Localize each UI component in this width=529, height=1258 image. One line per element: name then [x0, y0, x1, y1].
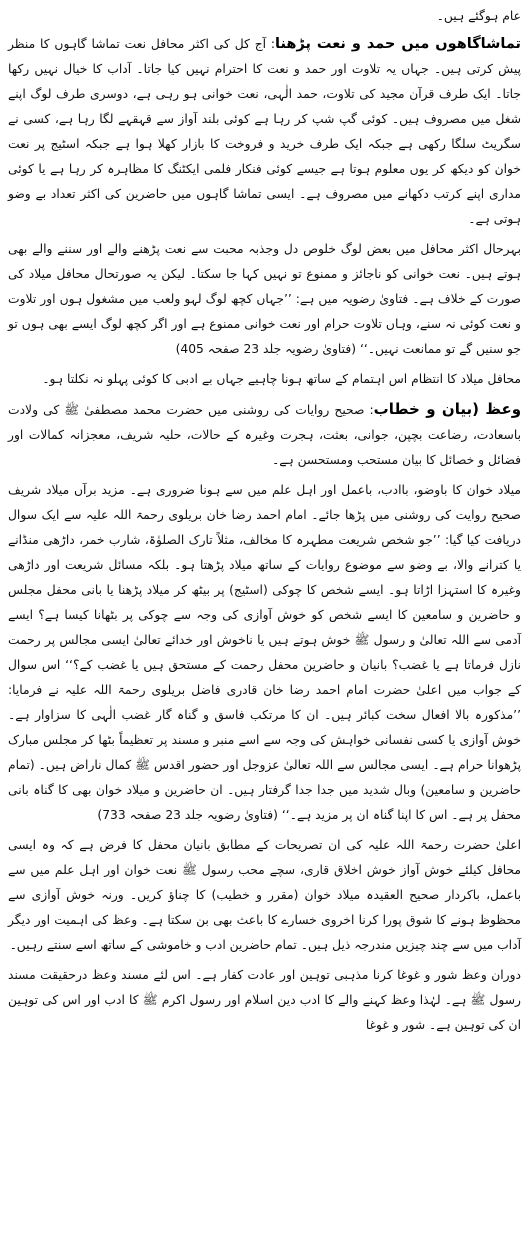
section2-para2: [8, 478, 521, 828]
section2-para4-text: دوران وعظ شور و غوغا کرنا مذہبی توہین اور عادت کفار ہے۔ اس لئے مسند وعظ درحقیقت مسند رسول ﷺ ہے۔ لہٰذا وعظ کہنے والے کا ادب دین اسلام اور رسول اکرم ﷺ کا ادب اور اس کی توہین ان کی توہین ہے۔ شور و غوغا: [8, 968, 521, 1032]
section1-para2-text: بہرحال اکثر محافل میں بعض لوگ خلوص دل وجذبہ محبت سے نعت پڑھنے والے اور سننے والے بھی ہوتے ہیں۔ نعت خوانی کو ناجائز و ممنوع تو نہیں کہا جا سکتا۔ لیکن یہ صورتحال محافل میلاد کی صورت کے خلاف ہے۔ فتاویٰ رضویہ میں ہے: ’’جہاں کچھ لوگ لہو ولعب میں مشغول ہوں اور تلاوت و نعت کوئی نہ سنے، وہاں تلاوت حرام اور نعت خوانی ممنوع ہے اور اگر کچھ لوگ ایسے بھی ہوں تو جو سنیں گے تو ممانعت نہیں۔‘‘: [8, 242, 521, 356]
section1-para3: [8, 367, 521, 392]
intro-text: عام ہوگئے ہیں۔: [436, 9, 521, 23]
section1-heading: تماشاگاھوں میں حمد و نعت پڑھنا: [275, 36, 521, 52]
section2-para1: [8, 397, 521, 473]
intro-line: [8, 4, 521, 29]
section1-para3-text: محافل میلاد کا انتظام اس اہتمام کے ساتھ ہونا چاہیے جہاں بے ادبی کا کوئی پہلو نہ نکلتا ہو۔: [42, 372, 521, 386]
section2-heading: وعظ (بیان و خطاب: [373, 400, 522, 418]
section2-para1-text: : صحیح روایات کی روشنی میں حضرت محمد مصطفیٰ ﷺ کی ولادت باسعادت، رضاعت بچپن، جوانی، بعثت، ہجرت وغیرہ کے حالات، حلیہ شریف، معجزانہ کمالات اور فضائل و خصائل کا بیان مستحب ومستحسن ہے۔: [8, 403, 521, 467]
section2-para3: [8, 833, 521, 958]
section1-para2-reference: (فتاویٰ رضویہ جلد 23 صفحہ 405): [175, 342, 357, 356]
section2-para3-text: اعلیٰ حضرت رحمۃ اللہ علیہ کی ان تصریحات کے مطابق بانیان محفل کا فرض ہے کہ وہ ایسی محافل کیلئے خوش آواز خوش اخلاق قاری، سچے محب رسول ﷺ نعت خوان اور اہل علم میں سے باعمل، باکردار صحیح العقیدہ میلاد خوان (مقرر و خطیب) کا چناؤ کریں۔ ورنہ خوش آوازی سے محظوظ ہونے کا شوق پورا کرنا اخروی خسارے کا باعث بھی بن سکتا ہے۔ وعظ کی اہمیت اور دیگر آداب میں سے چند چیزیں مندرجہ ذیل ہیں۔ تمام حاضرین ادب و خاموشی کے ساتھ اسے سنتے رہیں۔: [8, 838, 521, 952]
section2-para2-reference: (فتاویٰ رضویہ جلد 23 صفحہ 733): [97, 808, 278, 822]
section1-para1: [8, 32, 521, 232]
section1-para1-text: : آج کل کی اکثر محافل نعت تماشا گاہوں کا منظر پیش کرتی ہیں۔ جہاں یہ تلاوت اور حمد و نعت کا احترام نہیں کیا جاتا۔ آداب کا خیال نہیں رکھا جاتا۔ ایک طرف قرآن مجید کی تلاوت، حمد الٰہی، نعت خوانی ہو رہی ہے، دوسری طرف لوگ اپنے شغل میں مصروف ہیں۔ کوئی گپ شپ کر رہا ہے کوئی بلند آواز سے قہقہے لگا رہا ہے، کسی نے سگریٹ سلگا رکھی ہے جبکہ ایک طرف خرید و فروخت کا بازار کھلا ہوا ہے جبکہ اسٹیج پر نعت خوان کو دیکھ کر یوں معلوم ہوتا ہے جیسے کوئی فنکار فلمی ایکٹنگ کا مظاہرہ کر رہا ہے یا کوئی مداری اپنے کرتب دکھانے میں مصروف ہے۔ ایسی تماشا گاہوں میں حاضرین کی اکثر تعداد بے وضو ہوتی ہے۔: [8, 37, 521, 226]
section2-para4: [8, 963, 521, 1038]
section2-para2-text: میلاد خوان کا باوضو، باادب، باعمل اور اہل علم میں سے ہونا ضروری ہے۔ مزید برآں میلاد شریف صحیح روایت کی روشنی میں پڑھا جائے۔ امام احمد رضا خان بریلوی رحمۃ اللہ علیہ سے ایک سوال دریافت کیا گیا: ’’جو شخص شریعت مطہرہ کا مخالف، مثلاً تارک الصلوٰۃ، شارب خمر، داڑھی منڈانے یا کترانے والا، بے وضو سے موضوع روایات کے ساتھ میلاد پڑھتا ہو۔ بلکہ مسائل شریعت اور داڑھی وغیرہ کا استہزا اڑاتا ہو۔ ایسے شخص کا چوکی (اسٹیج) پر بیٹھ کر میلاد پڑھنا یا بانی محفل مجلس و حاضرین و سامعین کا ایسے شخص کو خوش آوازی کی وجہ سے چوکی پر بٹھانا کیسا ہے؟ ایسے آدمی سے اللہ تعالیٰ و رسول ﷺ خوش ہوتے ہیں یا ناخوش اور خدائے تعالیٰ ایسی مجالس پر رحمت نازل فرماتا ہے یا غضب؟ بانیان و حاضرین محفل رحمت کے مستحق ہیں یا غضب کے؟‘‘ اس سوال کے جواب میں اعلیٰ حضرت امام احمد رضا خان قادری فاضل بریلوی رحمۃ اللہ علیہ نے فرمایا: ’’مذکورہ بالا افعال سخت کبائر ہیں۔ ان کا مرتکب فاسق و گناہ گار غضب الٰہی کا سزاوار ہے۔ خوش آوازی یا کسی نفسانی خواہش کی وجہ سے اسے منبر و مسند پر تعظیماً بٹھا کر مجلس مبارک پڑھوانا حرام ہے۔ ایسی مجالس سے اللہ تعالیٰ عزوجل اور حضور اقدس ﷺ کمال ناراض ہیں۔ (تمام حاضرین و سامعین) وبال شدید میں جدا جدا گرفتار ہیں۔ ان حاضرین و میلاد خوان بھی کا گناہ بانی محفل پر ہے۔ اس کا اپنا گناہ ان پر مزید ہے۔‘‘: [8, 483, 521, 822]
section1-para2: [8, 237, 521, 362]
